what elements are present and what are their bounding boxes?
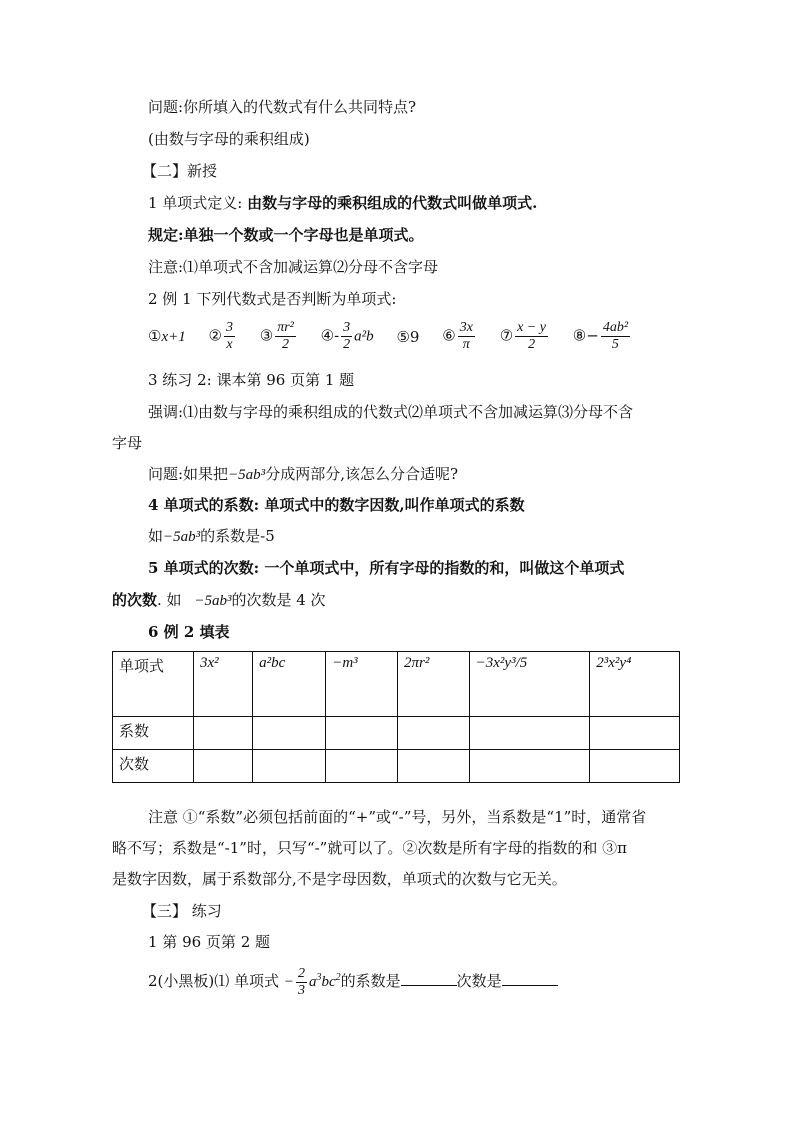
coefficient-example: 如−5ab³的系数是-5 [148, 527, 275, 545]
example-2-heading: 6 例 2 填表 [148, 623, 230, 641]
q2-expression: −5ab³ [228, 467, 266, 483]
fill-in-table [112, 651, 680, 783]
empty-cell[interactable] [326, 750, 398, 783]
note-2-a: 注意 ①“系数”必须包括前面的“+”或“-”号，另外，当系数是“1”时，通常省 [148, 808, 647, 826]
expr-8: ⑧− $\frac{\text{4ab²}}{5}$ [572, 320, 629, 352]
monomial-cell: −3x²y³/5 [469, 652, 590, 717]
rule-line: 规定:单独一个数或一个字母也是单项式。 [148, 226, 424, 244]
note-2-c: 是数字因数，属于系数部分,不是字母因数，单项式的次数与它无关。 [112, 870, 567, 888]
degree-definition-a: 5 单项式的次数: 一个单项式中，所有字母的指数的和，叫做这个单项式 [148, 559, 625, 577]
monomial-cell: 2πr² [398, 652, 470, 717]
expr-1: ①x+1 [148, 327, 186, 345]
example-1-heading: 2 例 1 下列代数式是否判断为单项式: [148, 290, 397, 308]
note-1: 注意:⑴单项式不含加减运算⑵分母不含字母 [148, 258, 439, 276]
emphasis-line-b: 字母 [112, 434, 143, 452]
practice-item-2: 2(小黑板)⑴ 单项式 − $\frac{2}{3}$ $a^3bc^2$的系数是 次数是 [148, 966, 558, 999]
empty-cell[interactable] [253, 717, 326, 750]
practice-2: 3 练习 2: 课本第 96 页第 1 题 [148, 371, 355, 389]
empty-cell[interactable] [398, 717, 470, 750]
empty-cell[interactable] [194, 717, 253, 750]
emphasis-line-a: 强调:⑴由数与字母的乘积组成的代数式⑵单项式不含加减运算⑶分母不含 [148, 403, 634, 421]
empty-cell[interactable] [469, 717, 590, 750]
definition-text: 由数与字母的乘积组成的代数式叫做单项式. [247, 194, 538, 212]
row-label-coefficient: 系数 [113, 717, 194, 750]
expr-4: ④- $\frac{3}{2}$ a²b [320, 320, 374, 352]
example-expressions [148, 320, 650, 353]
monomial-cell: a²bc [253, 652, 326, 717]
question-1: 问题:你所填入的代数式有什么共同特点? [148, 98, 417, 116]
empty-cell[interactable] [590, 717, 680, 750]
empty-cell[interactable] [469, 750, 590, 783]
question-2: 问题:如果把−5ab³分成两部分,该怎么分合适呢? [148, 465, 458, 483]
empty-cell[interactable] [326, 717, 398, 750]
section-2-heading: 【二】新授 [142, 162, 218, 180]
empty-cell[interactable] [590, 750, 680, 783]
empty-cell[interactable] [398, 750, 470, 783]
degree-definition-b: 的次数. 如 −5ab³的次数是 4 次 [112, 591, 326, 609]
degree-blank[interactable] [502, 971, 558, 986]
expr-2: ② $\frac{3}{x}$ [208, 320, 233, 352]
monomial-cell: 2³x²y⁴ [590, 652, 680, 717]
row-label-degree: 次数 [113, 750, 194, 783]
definition-line [148, 192, 537, 214]
practice-item-1: 1 第 96 页第 2 题 [148, 933, 271, 951]
monomial-cell: −m³ [326, 652, 398, 717]
row-label-monomial: 单项式 [113, 652, 194, 717]
monomial-cell: 3x² [194, 652, 253, 717]
empty-cell[interactable] [253, 750, 326, 783]
expr-3: ③ $\frac{\text{πr²}}{2}$ [259, 320, 294, 352]
empty-cell[interactable] [194, 750, 253, 783]
expr-5: ⑤9 [396, 327, 420, 346]
note-2-b: 略不写；系数是“-1”时，只写“-”就可以了。②次数是所有字母的指数的和 ③π [112, 839, 627, 857]
expr-6: ⑥ $\frac{3x}{\pi}$ [442, 320, 473, 352]
section-3-heading: 【三】 练习 [142, 902, 222, 920]
coefficient-definition: 4 单项式的系数: 单项式中的数字因数,叫作单项式的系数 [148, 496, 525, 514]
answer-1: (由数与字母的乘积组成) [148, 130, 310, 148]
coefficient-blank[interactable] [401, 971, 457, 986]
definition-prefix: 1 单项式定义: [148, 194, 243, 212]
expr-7: ⑦ $\frac{x - y}{2}$ [499, 320, 547, 352]
